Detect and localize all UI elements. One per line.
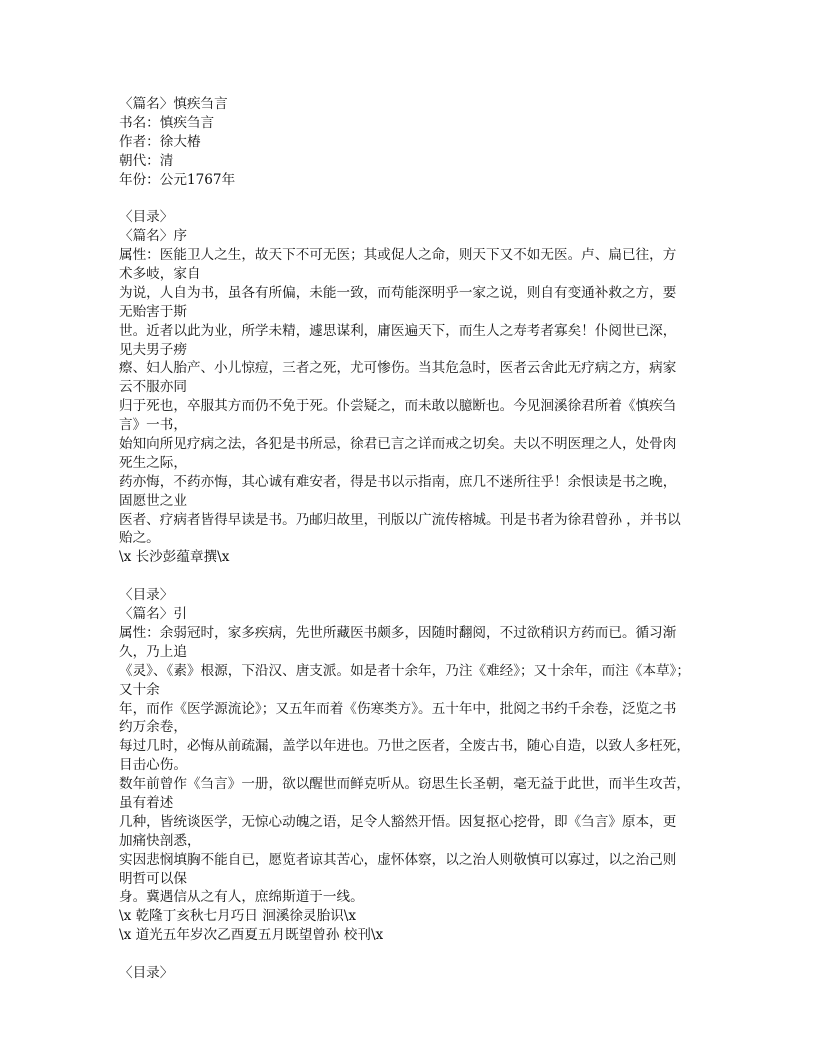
section-title: 〈篇名〉序: [119, 228, 187, 245]
text-line: 年，而作《医学源流论》；又五年而着《伤寒类方》。五十年中，批阅之书约千余卷，泛览之书: [119, 700, 677, 717]
year: 年份：公元1767年: [119, 171, 236, 188]
signature-line: \x 乾隆丁亥秋七月巧日 洄溪徐灵胎识\x: [119, 908, 357, 925]
text-line: 几种，皆统谈医学，无惊心动魄之语，足令人豁然开悟。因复抠心挖骨，即《刍言》原本，更: [119, 813, 677, 830]
text-line: 加痛快剖悉，: [119, 832, 201, 849]
spacer: [119, 567, 699, 586]
text-line: 无贻害于斯: [119, 303, 187, 320]
text-line: 术多岐，家自: [119, 266, 201, 283]
spacer: [119, 189, 699, 208]
toc-marker: 〈目录〉: [119, 209, 174, 226]
text-line: 虽有着述: [119, 794, 174, 811]
document-page: [119, 95, 699, 983]
text-line: 久，乃上追: [119, 643, 187, 660]
toc-marker: 〈目录〉: [119, 964, 174, 981]
book-name: 书名：慎疾刍言: [119, 114, 215, 131]
section-title: 〈篇名〉引: [119, 606, 187, 623]
text-line: 约万余卷，: [119, 719, 187, 736]
chapter-tag: 〈篇名〉慎疾刍言: [119, 96, 228, 112]
text-line: 又十余: [119, 681, 160, 698]
text-line: 属性：余弱冠时，家多疾病，先世所藏医书颇多，因随时翻阅，不过欲稍识方药而已。循习渐: [119, 624, 677, 641]
text-line: 身。冀遇信从之有人，庶绵斯道于一线。: [119, 889, 364, 906]
text-line: 固愿世之业: [119, 492, 187, 509]
text-line: 言》一书，: [119, 417, 187, 434]
text-line: 明哲可以保: [119, 870, 187, 887]
text-line: 世。近者以此为业，所学未精，遽思谋利，庸医遍天下，而生人之寿考者寡矣！仆阅世已深，: [119, 322, 677, 339]
section-preface: [119, 208, 699, 567]
author: 作者：徐大椿: [119, 133, 201, 150]
text-line: 云不服亦同: [119, 379, 187, 396]
text-line: 数年前曾作《刍言》一册，欲以醒世而鲜克听从。窃思生长圣朝，毫无益于此世，而半生攻苦，: [119, 776, 690, 793]
text-line: 始知向所见疗病之法，各犯是书所忌，徐君已言之详而戒之切矣。夫以不明医理之人，处骨肉: [119, 436, 677, 453]
text-line: 瘵、妇人胎产、小儿惊痘，三者之死，尤可惨伤。当其危急时，医者云舍此无疗病之方，病家: [119, 360, 677, 377]
toc-marker: 〈目录〉: [119, 587, 174, 604]
text-line: 医者、疗病者皆得早读是书。乃邮归故里，刊版以广流传榕城。刊是书者为徐君曾孙 ，并书以: [119, 511, 681, 528]
text-line: 目击心伤。: [119, 757, 187, 774]
text-line: 实因悲悯填胸不能自已，愿览者谅其苦心，虚怀体察，以之治人则敬慎可以寡过，以之治己则: [119, 851, 677, 868]
text-line: 属性：医能卫人之生，故天下不可无医；其或促人之命，则天下又不如无医。卢、扁已往，方: [119, 247, 677, 264]
text-line: 归于死也，卒服其方而仍不免于死。仆尝疑之，而未敢以臆断也。今见洄溪徐君所着《慎疾刍: [119, 398, 677, 415]
section-introduction: [119, 586, 699, 945]
text-line: 见夫男子痨: [119, 341, 187, 358]
text-line: 贻之。: [119, 530, 160, 547]
text-line: 每过几时，必悔从前疏漏，盖学以年进也。乃世之医者，全废古书，随心自造，以致人多枉死，: [119, 738, 690, 755]
signature-line: \x 道光五年岁次乙酉夏五月既望曾孙 校刊\x: [119, 927, 384, 944]
dynasty: 朝代：清: [119, 152, 174, 169]
text-line: 《灵》、《素》根源，下沿汉、唐支派。如是者十余年，乃注《难经》；又十余年，而注《本草》；: [119, 662, 690, 679]
text-line: 为说，人自为书，虽各有所偏，未能一致，而苟能深明乎一家之说，则自有变通补救之方，要: [119, 284, 677, 301]
signature-line: \x 长沙彭蕴章撰\x: [119, 549, 230, 566]
text-line: 死生之际，: [119, 454, 187, 471]
text-line: 药亦悔，不药亦悔，其心诚有难安者，得是书以示指南，庶几不迷所往乎！余恨读是书之晚，: [119, 473, 677, 490]
spacer: [119, 945, 699, 964]
